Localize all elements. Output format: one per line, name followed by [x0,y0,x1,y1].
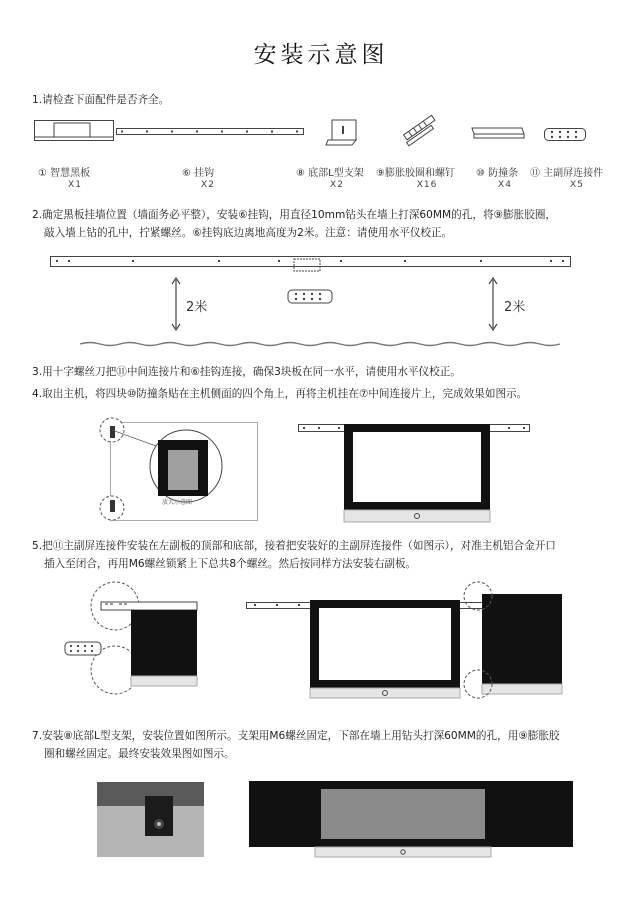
height-label-right: 2米 [504,300,526,315]
wall-hook-rail-diagram [50,256,572,352]
l-bracket-photo [97,782,204,857]
full-assembly-diagram [246,582,576,700]
part-bumper-strip-illustration [470,126,526,140]
step3-text: 3.用十字螺丝刀把⑪中间连接片和⑥挂钩连接，确保3块板在同一水平，请使用水平仪校正。 [32,366,461,378]
part-hook-illustration [116,128,304,136]
part-label: ⑨膨胀胶圈和螺钉 [376,168,455,179]
step7-text-line1: 7.安装⑧底部L型支架，安装位置如图所示。支架用M6螺丝固定，下部在墙上用钻头打深60MM的孔，用⑨膨胀胶 [32,730,560,742]
step1-text: 1.请检查下面配件是否齐全。 [32,94,170,106]
step5-text-line2: 插入至闭合，再用M6螺丝锁紧上下总共8个螺丝。然后按同样方法安装右副板。 [44,558,417,570]
part-anchor-screw-illustration [400,116,442,144]
part-label: ⑥ 挂钩 [182,168,215,179]
part-label: ① 智慧黑板 [38,168,91,179]
part-label: ⑪ 主副屏连接件 [530,168,604,179]
bumper-zoom-diagram [98,418,258,523]
step7-text-line2: 圈和螺丝固定。最终安装效果图如图示。 [44,748,235,760]
part-smart-blackboard-illustration [34,120,114,142]
part-qty: X5 [570,180,584,190]
part-qty: X4 [498,180,512,190]
step2-text-line1: 2.确定黑板挂墙位置（墙面务必平整），安装⑥挂钩，用直径10mm钻头在墙上打深60MM的孔，将⑨膨胀胶圈， [32,209,557,221]
part-label: ⑩ 防撞条 [476,168,519,179]
height-label-left: 2米 [186,300,208,315]
part-l-bracket-illustration [326,118,360,146]
step2-text-line2: 敲入墙上钻的孔中，拧紧螺丝。⑥挂钩底边离地高度为2米。注意：请使用水平仪校正。 [44,227,453,239]
part-qty: X1 [68,180,82,190]
part-qty: X2 [201,180,215,190]
step4-text: 4.取出主机，将四块⑩防撞条贴在主机侧面的四个角上，再将主机挂在⑦中间连接片上，完成效果如图示。 [32,388,528,400]
part-qty: X16 [416,180,438,190]
step5-text-line1: 5.把⑪主副屏连接件安装在左副板的顶部和底部，接着把安装好的主副屏连接件（如图示），对准主机铝合金开口 [32,540,556,552]
page-title: 安装示意图 [253,42,389,68]
final-installation-diagram [249,781,573,859]
part-label: ⑧ 底部L型支架 [296,168,364,179]
part-connector-illustration [544,128,586,142]
left-sub-board-connector-diagram [55,578,200,698]
main-unit-hung-diagram [298,422,530,524]
zoom-caption: 放大示意图 [162,499,193,506]
part-qty: X2 [330,180,344,190]
